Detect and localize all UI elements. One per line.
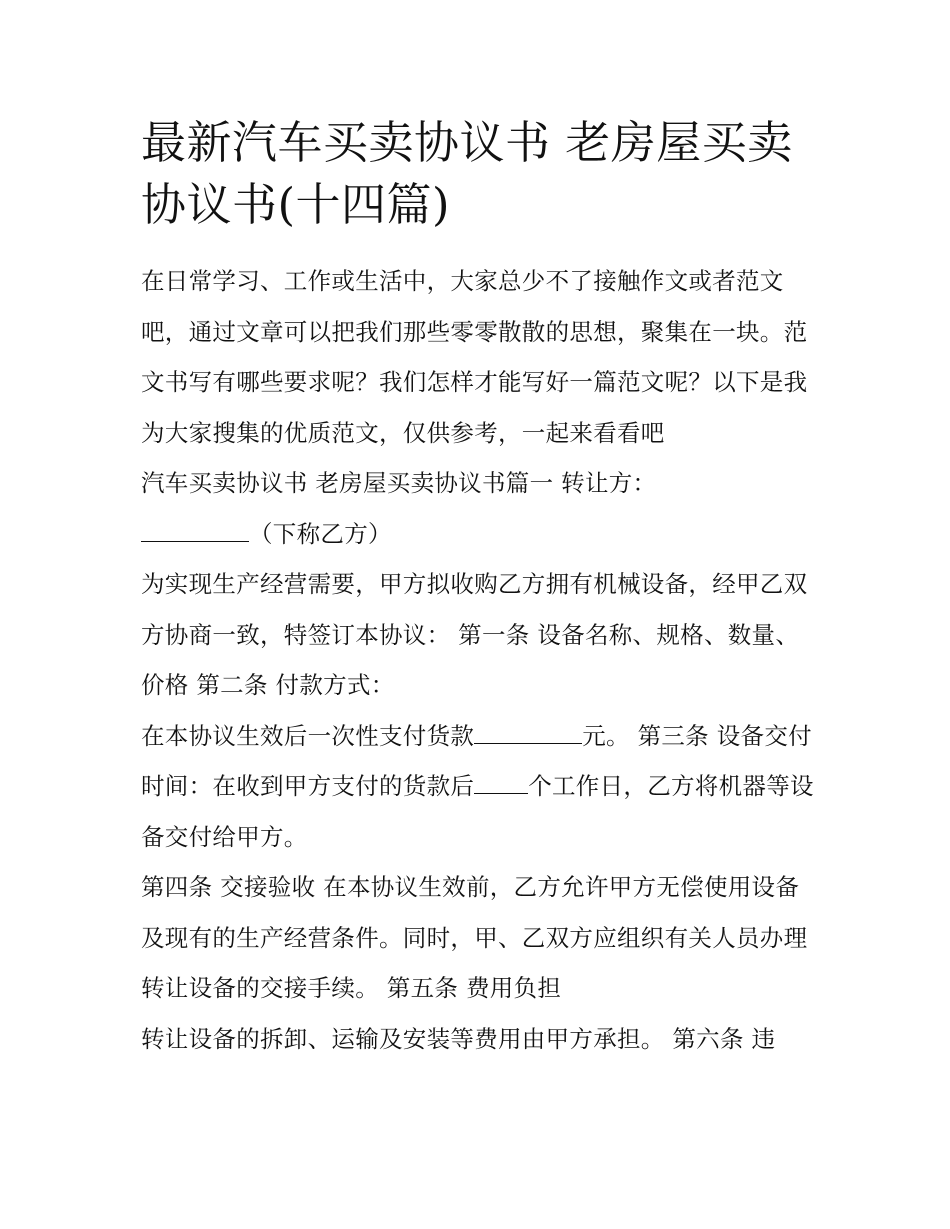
payment-paragraph [141,711,820,863]
party-b-label: （下称乙方） [249,519,392,548]
cost-paragraph: 转让设备的拆卸、运输及安装等费用由甲方承担。 第六条 违 [141,1024,776,1053]
fill-blank-amount [474,723,582,744]
payment-text-a: 在本协议生效后一次性支付货款 [141,721,475,750]
agreement-heading-line: 汽车买卖协议书 老房屋买卖协议书篇一 转让方： [141,469,657,497]
handover-paragraph: 第四条 交接验收 在本协议生效前，乙方允许甲方无偿使用设备及现有的生产经营条件。同时，甲、乙双方应组织有关人员办理转让设备的交接手续。 第五条 费用负担 [141,873,808,1002]
intro-paragraph: 在日常学习、工作或生活中，大家总少不了接触作文或者范文吧，通过文章可以把我们那些零零散散的思想，聚集在一块。范文书写有哪些要求呢？我们怎样才能写好一篇范文呢？以下是我为大家搜集的优质范文，仅供参考，一起来看看吧 [141,267,808,447]
party-b-line [141,509,820,560]
payment-text-c: 个工作日，乙方将机器等设备交付给甲方。 [141,772,814,851]
payment-text-b: 元。 第三条 设备交付时间：在收到甲方支付的货款后 [141,721,812,800]
document-title: 最新汽车买卖协议书 老房屋买卖协议书(十四篇) [141,116,793,231]
fill-blank-party-b [141,521,249,542]
purpose-paragraph: 为实现生产经营需要，甲方拟收购乙方拥有机械设备，经甲乙双方协商一致，特签订本协议： 第一条 设备名称、规格、数量、价格 第二条 付款方式： [141,570,808,699]
fill-blank-days [474,773,528,794]
